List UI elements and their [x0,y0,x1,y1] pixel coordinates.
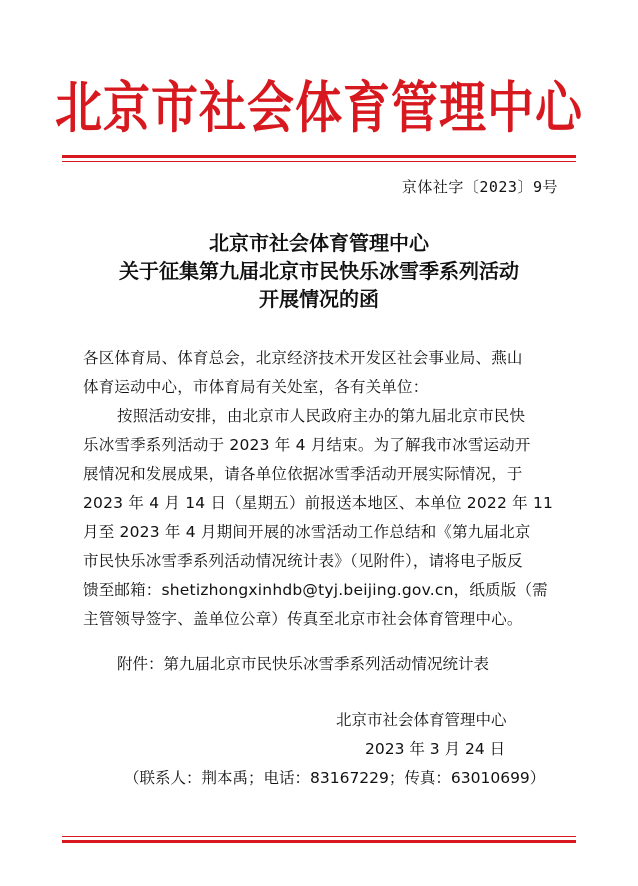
contact-info: （联系人：荆本禹；电话：83167229；传真：63010699） [124,769,546,787]
footer-rule-thick [62,840,576,843]
body-line: 2023 年 4 月 14 日（星期五）前报送本地区、本单位 2022 年 11 [83,494,554,512]
body-line: 各区体育局、体育总会，北京经济技术开发区社会事业局、燕山 [83,349,523,367]
title-line-2: 关于征集第九届北京市民快乐冰雪季系列活动 [119,259,519,283]
masthead-rule-thick [62,155,576,158]
signature-org: 北京市社会体育管理中心 [336,711,507,729]
body-line: 市民快乐冰雪季系列活动情况统计表》（见附件），请将电子版反 [83,552,523,570]
signature-date: 2023 年 3 月 24 日 [365,740,506,758]
body-line: 按照活动安排，由北京市人民政府主办的第九届北京市民快 [117,407,526,425]
masthead-title: 北京市社会体育管理中心 [55,76,583,142]
body-line: 体育运动中心，市体育局有关处室，各有关单位： [83,378,429,396]
attachment-note: 附件：第九届北京市民快乐冰雪季系列活动情况统计表 [117,655,490,673]
document-number: 京体社字〔2023〕9号 [401,178,558,196]
footer-rule-thin [62,836,576,837]
body-line: 乐冰雪季系列活动于 2023 年 4 月结束。为了解我市冰雪运动开 [83,436,531,454]
body-line: 主管领导签字、盖单位公章）传真至北京市社会体育管理中心。 [83,610,523,628]
title-line-1: 北京市社会体育管理中心 [209,231,429,255]
masthead-rule-thin [62,161,576,162]
body-line: 馈至邮箱：shetizhongxinhdb@tyj.beijing.gov.cn，纸质版（需 [83,581,548,599]
title-line-3: 开展情况的函 [259,287,379,311]
letter-body [83,344,563,634]
body-line: 展情况和发展成果，请各单位依据冰雪季活动开展实际情况，于 [83,465,523,483]
body-line: 月至 2023 年 4 月期间开展的冰雪活动工作总结和《第九届北京 [83,523,531,541]
